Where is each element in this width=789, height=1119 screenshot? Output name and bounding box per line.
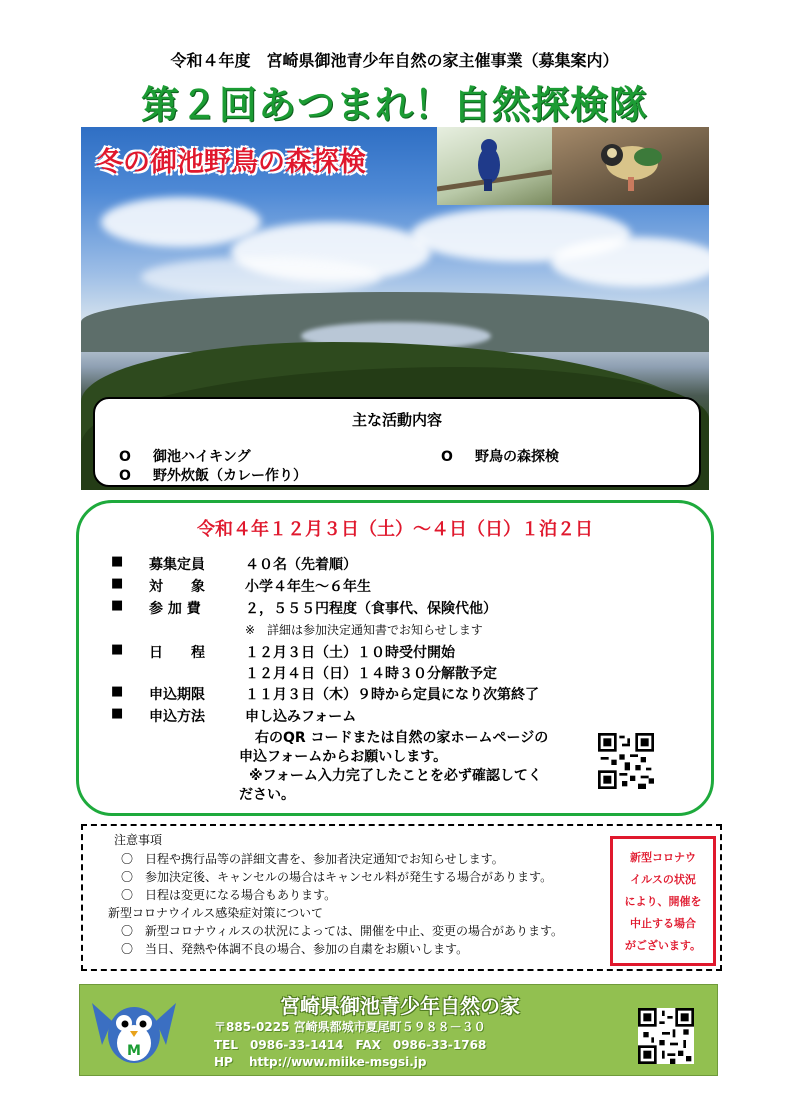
activities-box xyxy=(93,397,701,487)
website-qr-code[interactable] xyxy=(638,1008,694,1064)
circle-marker: O xyxy=(119,468,131,484)
fee-note: ※ 詳細は参加決定通知書でお知らせします xyxy=(245,623,483,637)
svg-text:M: M xyxy=(127,1043,141,1059)
activity-item: O 御池ハイキング xyxy=(119,449,251,465)
facility-name: 宮崎県御池青少年自然の家 xyxy=(280,994,520,1018)
note-item: 〇 日程は変更になる場合もあります。 xyxy=(121,888,337,902)
hero-title: 冬の御池野鳥の森探検 xyxy=(96,147,366,178)
covid-notice-box: 新型コロナウ イルスの状況 により、開催を 中止する場合 がございます。 xyxy=(610,836,716,966)
covid-heading: 新型コロナウイルス感染症対策について xyxy=(108,906,324,920)
owl-mascot-icon xyxy=(88,993,180,1067)
activities-heading: 主な活動内容 xyxy=(351,411,442,429)
note-item: 〇 当日、発熱や体調不良の場合、参加の自粛をお願いします。 xyxy=(121,942,469,956)
application-qr-code[interactable] xyxy=(598,733,654,789)
page-title: 第２回あつまれ！自然探検隊 xyxy=(140,83,648,127)
event-date: 令和４年１２月３日（土）～４日（日）１泊２日 xyxy=(197,519,593,540)
event-info-box: 令和４年１２月３日（土）～４日（日）１泊２日 ■ 募集定員 ４０名（先着順） ■ 対 象 小学４年生～６年生 ■ 参 加 費 ２，５５５円程度（食事代、保険代他） ※ 詳細は参加決定通知書でお知らせします ■ 日 程 １２月３日（土）１０時受付開始 １２月４日（日）１４時３０分解散予定 ■ 申込期限 １１月３日（木）９時から定員になり次第終了 ■ 申込方法 申し込みフォーム 右のQR コードまたは自然の家ホームページの 申込フォームからお願いします。 ※フォーム入力完了したことを必ず確認してく ださい。 xyxy=(76,500,714,816)
circle-marker: O xyxy=(441,449,453,465)
activity-item: O 野外炊飯（カレー作り） xyxy=(119,468,307,484)
circle-marker: O xyxy=(119,449,131,465)
apply-line-3: ※フォーム入力完了したことを必ず確認してく xyxy=(249,768,542,784)
apply-line-4: ださい。 xyxy=(239,787,295,803)
pitta-bird-photo xyxy=(552,127,709,205)
note-item: 〇 参加決定後、キャンセルの場合はキャンセル料が発生する場合があります。 xyxy=(121,870,553,884)
blue-bird-photo xyxy=(437,127,552,205)
apply-line-2: 申込フォームからお願いします。 xyxy=(239,749,448,765)
footer-website[interactable]: HP http://www.miike-msgsi.jp xyxy=(214,1055,427,1069)
note-item: 〇 日程や携行品等の詳細文書を、参加者決定通知でお知らせします。 xyxy=(121,852,504,866)
activity-item: O 野鳥の森探検 xyxy=(441,449,559,465)
footer-phone: TEL 0986-33-1414 FAX 0986-33-1768 xyxy=(214,1038,487,1052)
apply-line-1: 右のQR コードまたは自然の家ホームページの xyxy=(255,730,549,746)
notes-heading: 注意事項 xyxy=(114,833,163,847)
schedule-line-2: １２月４日（日）１４時３０分解散予定 xyxy=(245,666,497,682)
footer-address: 〒885-0225 宮崎県都城市夏尾町５９８８－３０ xyxy=(214,1020,486,1034)
page-subtitle: 令和４年度 宮崎県御池青少年自然の家主催事業（募集案内） xyxy=(170,51,619,70)
note-item: 〇 新型コロナウィルスの状況によっては、開催を中止、変更の場合があります。 xyxy=(121,924,563,938)
